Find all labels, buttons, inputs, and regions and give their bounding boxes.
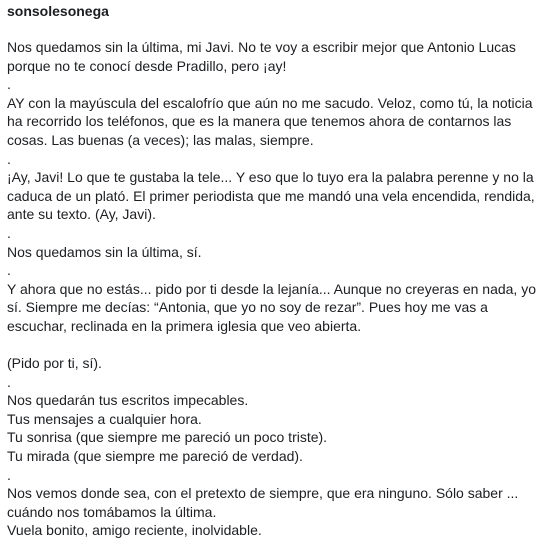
- caption-line: ha recorrido los teléfonos, que es la manera que tenemos ahora de contarnos las: [7, 113, 512, 130]
- caption-line: escuchar, reclinada en la primera iglesia que veo abierta.: [7, 317, 362, 334]
- caption-separator: .: [7, 76, 11, 93]
- caption-line: caduca de un plató. El primer periodista que me mandó una vela encendida, rendida,: [7, 187, 535, 204]
- caption-separator: .: [7, 466, 11, 483]
- caption-blank-line: [7, 336, 533, 355]
- caption-line: AY con la mayúscula del escalofrío que aún no me sacudo. Veloz, como tú, la noticia: [7, 94, 533, 111]
- caption-line: Tu sonrisa (que siempre me pareció un poco triste).: [7, 429, 328, 446]
- caption-separator: .: [7, 224, 11, 241]
- post-container: [7, 2, 536, 540]
- caption-line: porque no te conocí desde Pradillo, pero ¡ay!: [7, 57, 287, 74]
- caption-line: Tu mirada (que siempre me pareció de verdad).: [7, 448, 303, 465]
- caption-line: cosas. Las buenas (a veces); las malas, siempre.: [7, 131, 314, 148]
- caption-separator: .: [7, 262, 11, 279]
- caption-line: sí. Siempre me decías: “Antonia, que yo no soy de rezar”. Pues hoy me vas a: [7, 299, 488, 316]
- caption-line: Nos quedamos sin la última, mi Javi. No te voy a escribir mejor que Antonio Lucas: [7, 39, 516, 55]
- caption-line: Vuela bonito, amigo reciente, inolvidable.: [7, 522, 262, 539]
- caption-line: ¡Ay, Javi! Lo que te gustaba la tele... Y eso que lo tuyo era la palabra perenne y no la: [7, 169, 534, 186]
- caption-line: cuándo nos tomábamos la última.: [7, 503, 217, 520]
- caption-separator: .: [7, 373, 11, 390]
- caption-line: ante su texto. (Ay, Javi).: [7, 206, 156, 223]
- caption-separator: .: [7, 150, 11, 167]
- caption-line: Nos quedamos sin la última, sí.: [7, 243, 202, 260]
- post-username[interactable]: sonsolesonega: [7, 3, 109, 19]
- caption-line: (Pido por ti, sí).: [7, 355, 102, 372]
- caption-line: Nos vemos donde sea, con el pretexto de siempre, que era ninguno. Sólo saber ...: [7, 485, 519, 502]
- caption-line: Nos quedarán tus escritos impecables.: [7, 392, 249, 409]
- post-caption: [7, 38, 536, 540]
- caption-line: Y ahora que no estás... pido por ti desde la lejanía... Aunque no creyeras en nada, yo: [7, 280, 536, 297]
- caption-line: Tus mensajes a cualquier hora.: [7, 410, 202, 427]
